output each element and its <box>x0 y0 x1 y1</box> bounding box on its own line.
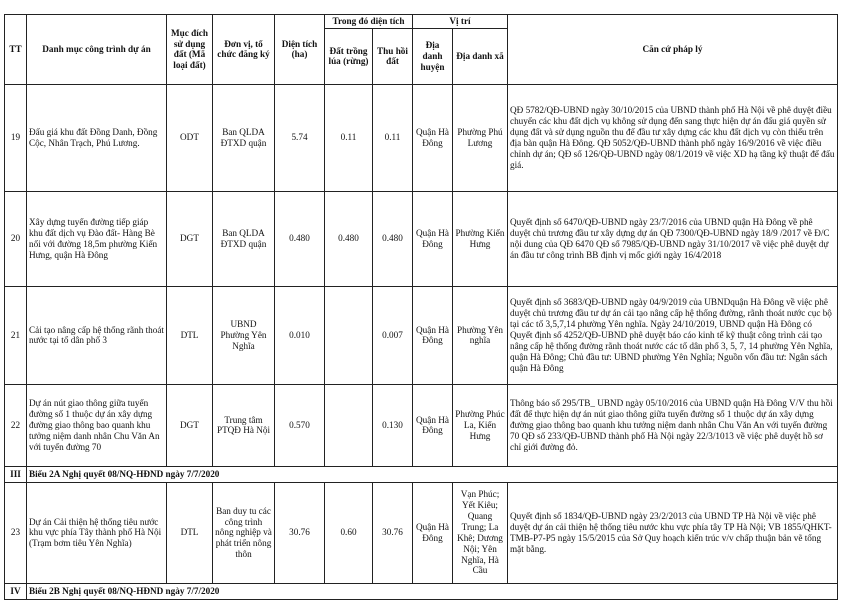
row-recovered-land: 0.480 <box>373 191 413 286</box>
header-in-area: Trong đó diện tích <box>325 15 413 29</box>
row-commune: Phường Yên nghĩa <box>453 286 508 384</box>
row-legal-basis: Thông báo số 295/TB_ UBND ngày 05/10/2016 của UBND quận Hà Đông V/V thu hồi đất để thực hiện dự án nút giao thông giữa tuyến đường số 1 thuộc dự án xây dựng đường giao thông bao quanh khu tưởng niệm danh nhân Chu Văn An với tuyến đường 70 QĐ số 233/QĐ-UBND thành phố Hà Nội ngày 22/3/1013 về việc phê duyệt hồ sơ chỉ giới đường đỏ. <box>508 384 838 466</box>
row-recovered-land: 30.76 <box>373 482 413 583</box>
row-tt: 22 <box>5 384 27 466</box>
row-registering-unit: Ban QLDA ĐTXD quận <box>213 84 275 191</box>
row-district: Quận Hà Đông <box>413 191 453 286</box>
row-district: Quận Hà Đông <box>413 286 453 384</box>
row-project-name: Cải tạo nâng cấp hệ thống rãnh thoát nước tại tổ dân phố 3 <box>27 286 167 384</box>
row-recovered-land: 0.007 <box>373 286 413 384</box>
section-row <box>5 583 838 599</box>
header-district: Địa danh huyện <box>413 28 453 84</box>
row-land-purpose: DGT <box>167 191 213 286</box>
table-row <box>5 191 838 286</box>
row-registering-unit: Ban duy tu các công trình nông nghiệp và phát triển nông thôn <box>213 482 275 583</box>
row-district: Quận Hà Đông <box>413 84 453 191</box>
row-land-purpose: DTL <box>167 286 213 384</box>
header-recovered-land: Thu hồi đất <box>373 28 413 84</box>
row-legal-basis: Quyết định số 1834/QĐ-UBND ngày 23/2/2013 của UBND TP Hà Nội về việc phê duyệt dự án cải thiện hệ thống tiêu nước khu vực phía tây TP Hà Nội; VB 1855/QHKT-TMB-P7-P5 ngày 15/5/2015 của Sở Quy hoạch kiến trúc v/v chấp thuận bản vẽ tổng mặt bằng. <box>508 482 838 583</box>
row-commune: Phường Phú Lương <box>453 84 508 191</box>
row-land-purpose: DGT <box>167 384 213 466</box>
table-row <box>5 384 838 466</box>
row-recovered-land: 0.11 <box>373 84 413 191</box>
land-use-table <box>4 14 838 600</box>
row-legal-basis: QĐ 5782/QĐ-UBND ngày 30/10/2015 của UBND thành phố Hà Nội về phê duyệt điều chuyển các khu đất dịch vụ không sử dụng đến sang thực hiện dự án đấu giá quyền sử dụng đất và sử dụng nguồn thu để đầu tư xây dựng các khu đất dịch vụ còn thiếu trên địa bàn quận Hà Đông. QĐ 5052/QĐ-UBND thành phố ngày 16/9/2016 về việc điều chỉnh dự án; QĐ số 126/QĐ-UBND ngày 08/1/2019 về việc XD hạ tầng kỹ thuật để đấu giá. <box>508 84 838 191</box>
row-rice-land <box>325 384 373 466</box>
row-rice-land <box>325 286 373 384</box>
row-legal-basis: Quyết định số 3683/QĐ-UBND ngày 04/9/2019 của UBNDquận Hà Đông về việc phê duyệt chủ trương đầu tư dự án cải tạo nâng cấp hệ thống đường, rãnh thoát nước cục bộ tại các tổ 3,5,7,14 phường Yên nghĩa. Ngày 24/10/2019, UBND quận Hà Đông có Quyết định số 4252/QĐ-UBND phê duyệt báo cáo kinh tế kỹ thuật công trình cải tạo nâng cấp hệ thống đường rãnh thoát nước các tổ dân phố 3, 5, 7, 14 phường Yên Nghĩa, quận Hà Đông; Chủ đầu tư: UBND phường Yên Nghĩa; Nguồn vốn đầu tư: Ngân sách quận Hà Đông <box>508 286 838 384</box>
row-tt: 20 <box>5 191 27 286</box>
header-legal-basis: Căn cứ pháp lý <box>508 15 838 85</box>
row-recovered-land: 0.130 <box>373 384 413 466</box>
section-title: Biểu 2B Nghị quyết 08/NQ-HĐND ngày 7/7/2020 <box>27 583 838 599</box>
header-land-purpose: Mục đích sử dụng đất (Mã loại đất) <box>167 15 213 85</box>
row-registering-unit: Ban QLDA ĐTXD quận <box>213 191 275 286</box>
table-row <box>5 84 838 191</box>
row-area: 0.010 <box>275 286 325 384</box>
row-project-name: Dự án Cải thiện hệ thống tiêu nước khu vực phía Tây thành phố Hà Nội (Trạm bơm tiêu Yên Nghĩa) <box>27 482 167 583</box>
row-commune: Phường Kiến Hưng <box>453 191 508 286</box>
row-area: 0.570 <box>275 384 325 466</box>
row-rice-land: 0.11 <box>325 84 373 191</box>
section-title: Biểu 2A Nghị quyết 08/NQ-HĐND ngày 7/7/2020 <box>27 466 838 482</box>
row-legal-basis: Quyết định số 6470/QĐ-UBND ngày 23/7/2016 của UBND quận Hà Đông về phê duyệt chủ trương đầu tư xây dựng dự án QĐ 7300/QĐ-UBND ngày 18/9 /2017 về Đ/C nội dung của QĐ 6470 QĐ số 7985/QĐ-UBND ngày 31/10/2017 về việc phê duyệt dự án đầu tư công trình BB định vị mốc giới ngày 16/4/2018 <box>508 191 838 286</box>
row-commune: Phường Phúc La, Kiến Hưng <box>453 384 508 466</box>
header-area: Diện tích (ha) <box>275 15 325 85</box>
section-row <box>5 466 838 482</box>
row-project-name: Đấu giá khu đất Đồng Danh, Đồng Cộc, Nhân Trạch, Phú Lương. <box>27 84 167 191</box>
row-tt: 19 <box>5 84 27 191</box>
header-rice-land: Đất trồng lúa (rừng) <box>325 28 373 84</box>
row-project-name: Dự án nút giao thông giữa tuyến đường số 1 thuộc dự án xây dựng đường giao thông bao quanh khu tưởng niệm danh nhân Chu Văn An với tuyến đường 70 <box>27 384 167 466</box>
table-row <box>5 286 838 384</box>
row-registering-unit: UBND Phường Yên Nghĩa <box>213 286 275 384</box>
row-area: 5.74 <box>275 84 325 191</box>
row-land-purpose: DTL <box>167 482 213 583</box>
row-tt: 23 <box>5 482 27 583</box>
section-number: IV <box>5 583 27 599</box>
row-district: Quận Hà Đông <box>413 482 453 583</box>
section-number: III <box>5 466 27 482</box>
header-registering-unit: Đơn vị, tổ chức đăng ký <box>213 15 275 85</box>
row-rice-land: 0.480 <box>325 191 373 286</box>
header-tt: TT <box>5 15 27 85</box>
header-project-name: Danh mục công trình dự án <box>27 15 167 85</box>
row-area: 30.76 <box>275 482 325 583</box>
row-land-purpose: ODT <box>167 84 213 191</box>
row-commune: Vạn Phúc; Yết Kiêu; Quang Trung; La Khê; Dương Nội; Yên Nghĩa, Hà Cầu <box>453 482 508 583</box>
row-district: Quận Hà Đông <box>413 384 453 466</box>
row-tt: 21 <box>5 286 27 384</box>
table-row <box>5 482 838 583</box>
header-commune: Địa danh xã <box>453 28 508 84</box>
row-project-name: Xây dựng tuyến đường tiếp giáp khu đất dịch vụ Đào đất- Hàng Bè nối với đường 18,5m phường Kiến Hưng, quận Hà Đông <box>27 191 167 286</box>
row-area: 0.480 <box>275 191 325 286</box>
header-location: Vị trí <box>413 15 508 29</box>
row-registering-unit: Trung tâm PTQĐ Hà Nội <box>213 384 275 466</box>
row-rice-land: 0.60 <box>325 482 373 583</box>
